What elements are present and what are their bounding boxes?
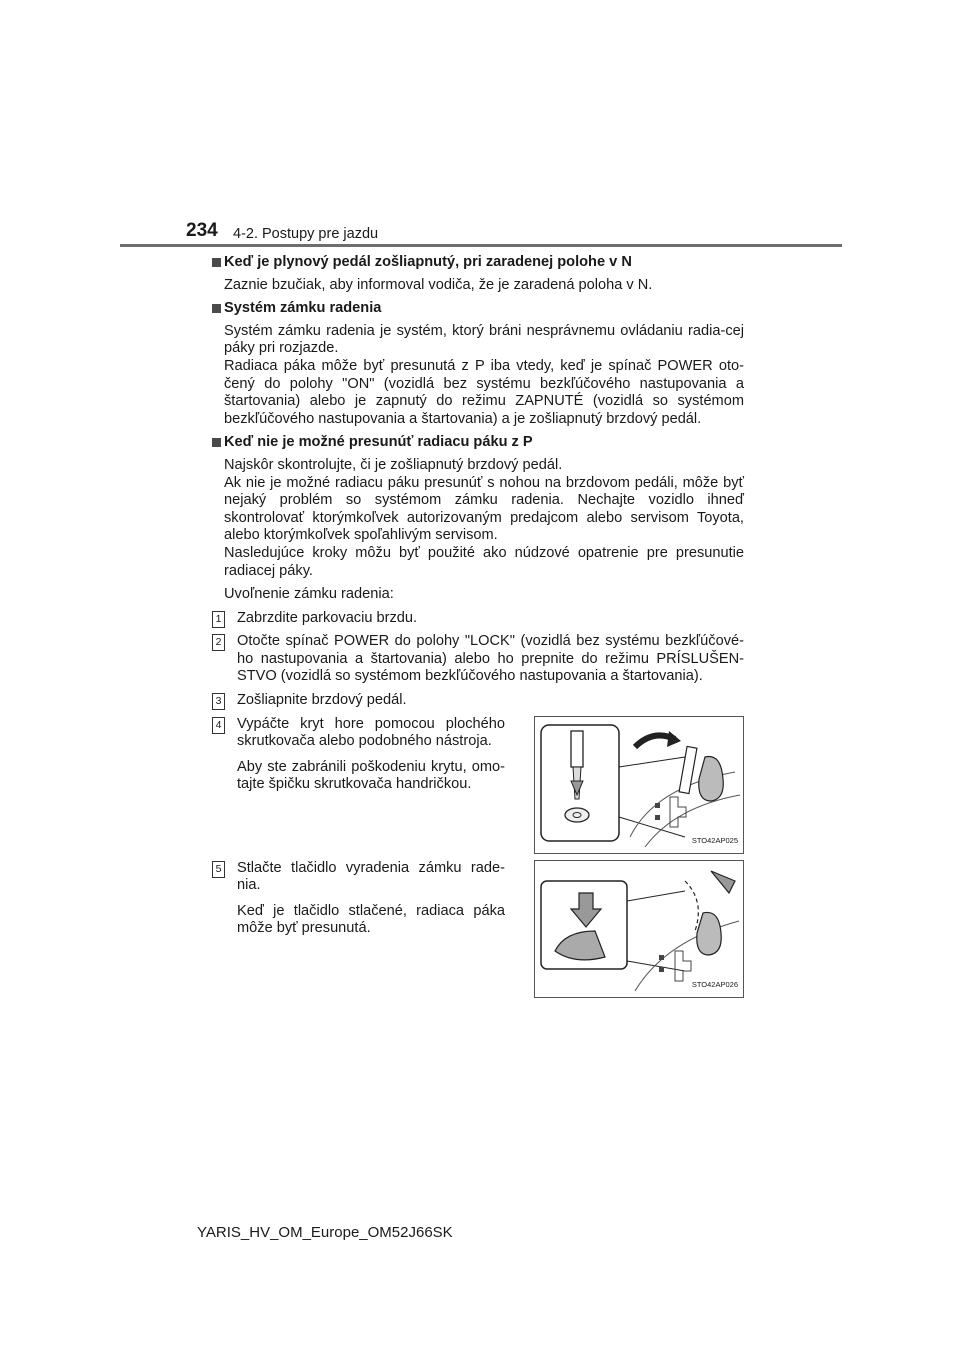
paragraph: Radiaca páka môže byť presunutá z P iba vtedy, keď je spínač POWER oto-čený do polohy "ON" (vozidlá bez systému bezkľúčového nastupovania a štartovania) alebo je zapnutý do režimu ZAPNUTÉ (vozidlá so systémom bezkľúčového nastupovania a štartovania) a je zošliapnutý brzdový pedál. (224, 357, 744, 427)
paragraph: Uvoľnenie zámku radenia: (224, 586, 394, 603)
step-4-row (212, 716, 744, 854)
header-rule (120, 244, 842, 247)
section-heading: Keď nie je možné presunúť radiacu páku z P (212, 434, 744, 452)
paragraph: Zaznie bzučiak, aby informoval vodiča, že je zaradená poloha v N. (224, 276, 653, 293)
paragraph: Ak nie je možné radiacu páku presunúť s nohou na brzdovom pedáli, môže byť nejaký problém so systémom zámku radenia. Nechajte vozidlo ihneď skontrolovať ktorýmkoľvek autorizovaným predajcom alebo servisom Toyota, alebo ktorýmkoľvek spoľahlivým servisom. (224, 474, 744, 544)
step-2: 2 Otočte spínač POWER do polohy "LOCK" (vozidlá bez systému bezkľúčové-ho nastupovania a štartovania) alebo ho prepnite do režimu PRÍSLUŠEN-STVO (vozidlá so systémom bezkľúčového nastupovania a štartovania). (212, 633, 744, 686)
step-number: 3 (212, 693, 225, 710)
paragraph: Najskôr skontrolujte, či je zošliapnutý brzdový pedál. (224, 456, 563, 473)
step-number: 5 (212, 861, 225, 878)
step-number: 4 (212, 717, 225, 734)
section-title: 4-2. Postupy pre jazdu (233, 226, 379, 242)
step-number: 2 (212, 634, 225, 651)
paragraph: Nasledujúce kroky môžu byť použité ako núdzové opatrenie pre presunutie radiacej páky. (224, 544, 744, 579)
step-3: 3 Zošliapnite brzdový pedál. (212, 692, 744, 710)
section-heading: Systém zámku radenia (212, 300, 744, 318)
page-number: 234 (186, 220, 218, 241)
figure-screwdriver-cover (534, 716, 744, 854)
step-note: Aby ste zabránili poškodeniu krytu, omo-tajte špičku skrutkovača handričkou. (237, 758, 505, 793)
square-bullet-icon (212, 438, 221, 447)
square-bullet-icon (212, 258, 221, 267)
step-5-row (212, 860, 744, 998)
figure-code: STO42AP026 (691, 980, 738, 990)
paragraph: Systém zámku radenia je systém, ktorý bráni nesprávnemu ovládaniu radia-cej páky pri rozjazde. (224, 322, 744, 357)
page-content (212, 254, 744, 1004)
figure-shift-lock-button (534, 860, 744, 998)
figure-code: STO42AP025 (691, 836, 738, 846)
section-heading: Keď je plynový pedál zošliapnutý, pri zaradenej polohe v N (212, 254, 744, 272)
footer-document-code: YARIS_HV_OM_Europe_OM52J66SK (197, 1224, 453, 1241)
step-4: 4 Vypáčte kryt hore pomocou plochého skrutkovača alebo podobného nástroja. Aby ste zabránili poškodeniu krytu, omo-tajte špičku skrutkovača handričkou. (212, 716, 505, 794)
step-5: 5 Stlačte tlačidlo vyradenia zámku rade-nia. Keď je tlačidlo stlačené, radiaca páka môže byť presunutá. (212, 860, 505, 938)
step-number: 1 (212, 611, 225, 628)
square-bullet-icon (212, 304, 221, 313)
step-note: Keď je tlačidlo stlačené, radiaca páka môže byť presunutá. (237, 902, 505, 937)
step-1: 1 Zabrzdite parkovaciu brzdu. (212, 610, 744, 628)
